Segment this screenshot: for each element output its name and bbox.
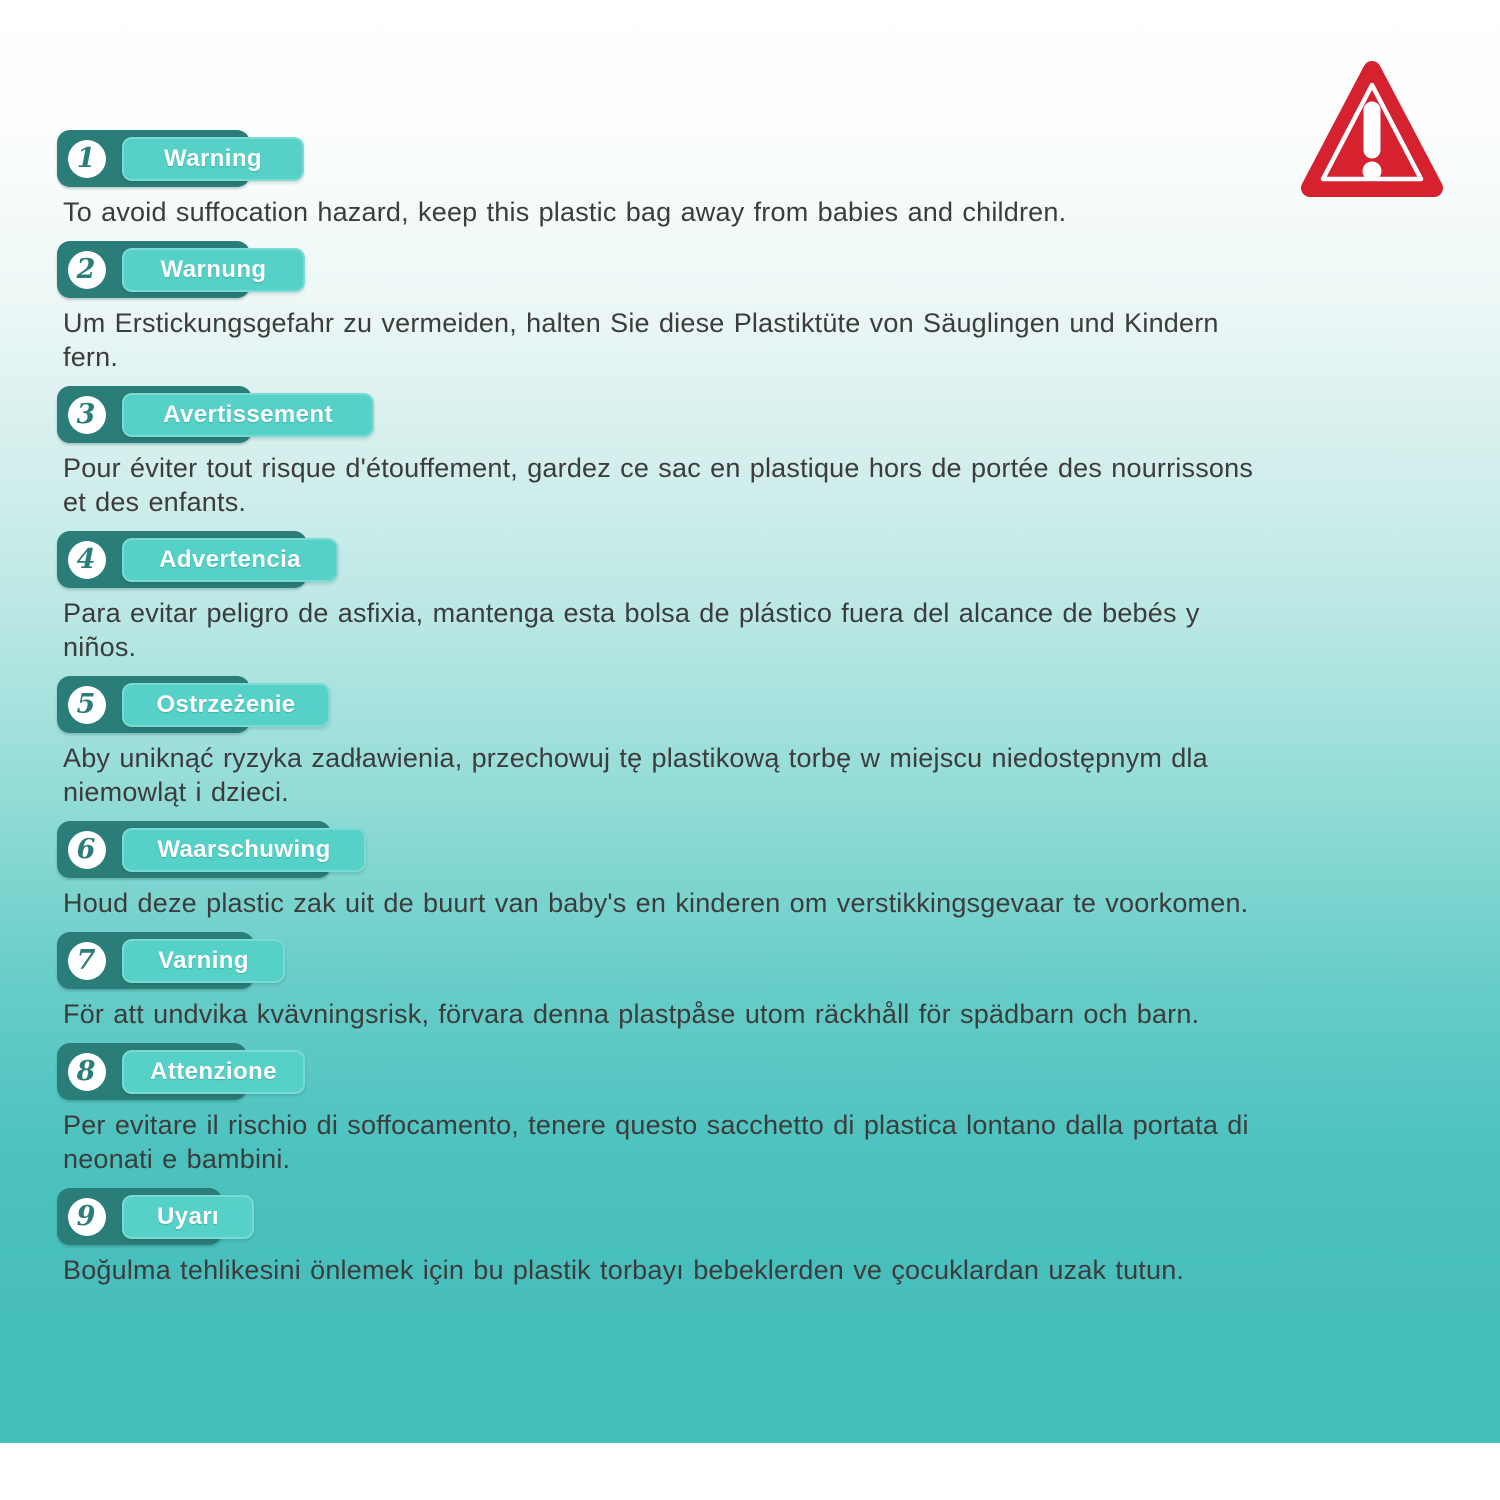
badge-label-pill — [122, 393, 374, 437]
badge-label: Waarschuwing — [157, 835, 331, 863]
warning-text: Houd deze plastic zak uit de buurt van baby's en kinderen om verstikkingsgevaar te voorkomen. — [63, 888, 1249, 918]
badge-number: 7 — [76, 945, 96, 976]
badge-label: Warning — [164, 144, 262, 172]
badge-label-pill — [122, 939, 285, 983]
badge-label: Varning — [158, 946, 249, 974]
warning-sections — [57, 130, 1387, 1299]
language-badge — [57, 531, 1387, 588]
badge-number-circle — [68, 831, 106, 869]
badge-label-pill — [122, 828, 366, 872]
warning-text: Pour éviter tout risque d'étouffement, gardez ce sac en plastique hors de portée des nourrissons et des enfants. — [63, 453, 1254, 517]
warning-section — [57, 1188, 1387, 1287]
warning-section — [57, 821, 1387, 920]
warning-section — [57, 386, 1387, 519]
badge-number: 3 — [76, 399, 96, 430]
badge-number: 1 — [76, 143, 96, 174]
warning-section — [57, 932, 1387, 1031]
warning-section — [57, 531, 1387, 664]
badge-number: 8 — [76, 1056, 96, 1087]
badge-label-pill — [122, 538, 338, 582]
badge-number-circle — [68, 1053, 106, 1091]
badge-number: 5 — [76, 689, 96, 720]
language-badge — [57, 932, 1387, 989]
badge-label-pill — [122, 683, 330, 727]
badge-label-pill — [122, 1050, 305, 1094]
language-badge — [57, 130, 1387, 187]
warning-section — [57, 1043, 1387, 1176]
warning-text: Per evitare il rischio di soffocamento, tenere questo sacchetto di plastica lontano dalla portata di neonati e bambini. — [63, 1110, 1249, 1174]
badge-number-circle — [68, 541, 106, 579]
badge-label: Warnung — [160, 255, 267, 283]
badge-number: 9 — [76, 1201, 96, 1232]
language-badge — [57, 676, 1387, 733]
badge-label-pill — [122, 248, 305, 292]
badge-label: Advertencia — [159, 545, 301, 573]
warning-section — [57, 241, 1387, 374]
badge-label: Uyarı — [156, 1202, 220, 1230]
badge-label-pill — [122, 1195, 254, 1239]
warning-text: Boğulma tehlikesini önlemek için bu plastik torbayı bebeklerden ve çocuklardan uzak tutun. — [63, 1255, 1185, 1285]
badge-number-circle — [68, 686, 106, 724]
badge-number-circle — [68, 1198, 106, 1236]
language-badge — [57, 821, 1387, 878]
language-badge — [57, 1188, 1387, 1245]
warning-text: Um Erstickungsgefahr zu vermeiden, halten Sie diese Plastiktüte von Säuglingen und Kindern fern. — [63, 308, 1219, 372]
badge-label-pill — [122, 137, 304, 181]
badge-label: Avertissement — [163, 400, 333, 428]
warning-section — [57, 130, 1387, 229]
badge-number-circle — [68, 396, 106, 434]
badge-number-circle — [68, 942, 106, 980]
language-badge — [57, 386, 1387, 443]
warning-section — [57, 676, 1387, 809]
warning-text: För att undvika kvävningsrisk, förvara denna plastpåse utom räckhåll för spädbarn och barn. — [63, 999, 1200, 1029]
language-badge — [57, 1043, 1387, 1100]
badge-label: Ostrzeżenie — [156, 690, 296, 718]
badge-number: 2 — [76, 254, 96, 285]
badge-label: Attenzione — [150, 1057, 277, 1085]
badge-number-circle — [68, 140, 106, 178]
warning-text: Para evitar peligro de asfixia, mantenga esta bolsa de plástico fuera del alcance de bebés y niños. — [63, 598, 1200, 662]
badge-number-circle — [68, 251, 106, 289]
language-badge — [57, 241, 1387, 298]
warning-text: Aby uniknąć ryzyka zadławienia, przechowuj tę plastikową torbę w miejscu niedostępnym dla niemowląt i dzieci. — [63, 743, 1208, 807]
badge-number: 4 — [76, 544, 96, 575]
warning-text: To avoid suffocation hazard, keep this plastic bag away from babies and children. — [63, 197, 1067, 227]
badge-number: 6 — [76, 834, 96, 865]
